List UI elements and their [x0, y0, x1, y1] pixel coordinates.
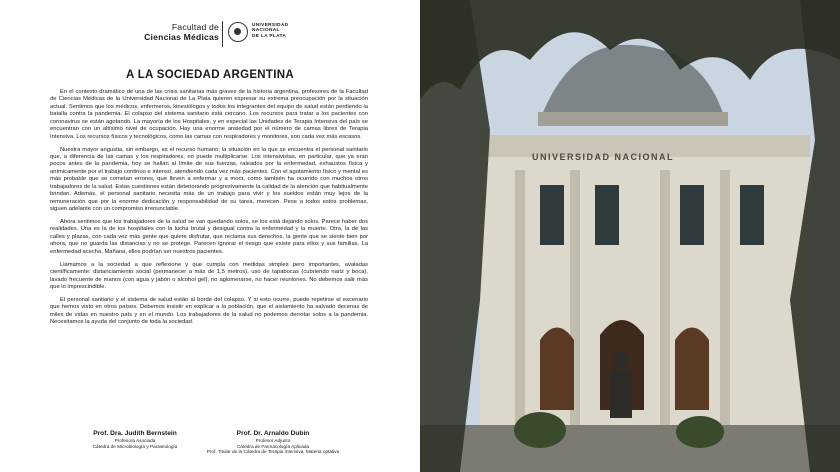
letterhead	[135, 22, 305, 46]
dome-base	[538, 112, 728, 126]
university-name	[252, 23, 288, 39]
signature-dept: Cátedra de Farmacología Aplicada	[236, 443, 310, 449]
letter-title: A LA SOCIEDAD ARGENTINA	[126, 69, 294, 81]
window	[540, 185, 564, 245]
letterhead-divider	[222, 21, 223, 47]
signature-dubin	[203, 430, 343, 455]
university-building-photo	[420, 0, 840, 472]
statue	[610, 370, 632, 418]
window	[740, 185, 764, 245]
building-illustration	[420, 0, 840, 472]
university-line2: NACIONAL	[252, 28, 280, 34]
facade-inscription: UNIVERSIDAD NACIONAL	[532, 152, 675, 162]
door	[675, 328, 709, 411]
statue-head	[613, 352, 629, 368]
signature-role: Profesor Adjunto	[255, 438, 291, 443]
paragraph: Llamamos a la sociedad a que reflexione y que cumpla con medidas simples pero importantes, avaladas científicamente: distanciamiento social (permanecer a más de 1,5 metros), uso de tapabocas (cubriendo nariz y boca), lavado frecuente de manos (con agua y jabón o alcohol gel), no aglomerarse, no hacer reuniones. No debemos salir más que lo imprescindible.	[50, 261, 368, 291]
university-line3: DE LA PLATA	[252, 33, 287, 39]
university-line1: UNIVERSIDAD	[252, 23, 289, 28]
signature-name: Prof. Dra. Judith Bernstein	[93, 430, 177, 437]
window	[595, 185, 619, 245]
signature-bernstein	[70, 430, 200, 449]
faculty-line2: Ciencias Médicas	[144, 32, 219, 42]
column	[720, 170, 730, 430]
door	[540, 328, 574, 411]
paragraph: Ahora sentimos que los trabajadores de la salud se van quedando solos, se los está dejando solos. Parece haber dos realidades. Una es la de los hospitales con la lucha brutal y desigual contra la enfermedad y la muerte. Otra, la de las calles y plazas, con cada vez más gente que quiere disfrutar, que reclama sus derechos, la gente que se siente bien por ahora, que no guarda las distancias y no se protege. Parecen ignorar el riesgo que existe para ellos y sus familias. La enfermedad acecha. Mañana, ellos podrían ser nuestros pacientes.	[50, 219, 368, 255]
faculty-line1: Facultad de	[171, 22, 219, 32]
paragraph: El personal sanitario y el sistema de salud están al borde del colapso. Y si esto ocurre, puede repetirse el escenario que hemos visto en otros países. Debemos insistir en explicar a la población, que el aislamiento ha salvado decenas de miles de vidas en nuestro país y en el mundo. Los trabajadores de la salud no podemos derrotar solos a la pandemia. Necesitamos la ayuda del conjunto de toda la sociedad.	[50, 296, 368, 326]
paragraph: En el contexto dramático de una de las crisis sanitarias más graves de la historia argentina, profesores de la Facultad de Ciencias Médicas de la Universidad Nacional de La Plata quieren expresar su extrema preocupación por la situación actual. Sentimos que los médicos, enfermeros, kinesiólogos y todos los integrantes del equipo de salud están perdiendo la batalla contra la pandemia. El colapso del sistema sanitario está cercano. Los recursos para tratar a los pacientes con coronavirus se están agotando. La mayoría de los Hospitales, y en especial las Unidades de Terapia Intensiva del país se encuentran con un altísimo nivel de ocupación. Hay una enorme ansiedad por el número de camas libres de Terapia Intensiva. Los recursos físicos y tecnológicos, como las camas con respiradores y monitores, son cada vez más escasos.	[50, 89, 368, 140]
signature-dept: Cátedra de Microbiología y Parasitología	[92, 443, 178, 449]
signature-name: Prof. Dr. Arnaldo Dubin	[236, 430, 310, 437]
signature-role: Profesora Asociada	[114, 438, 156, 443]
unlp-seal-icon	[228, 22, 248, 42]
shrub	[676, 416, 724, 448]
ground	[420, 425, 840, 472]
letter-body	[50, 89, 368, 332]
paragraph: Nuestra mayor angustia, sin embargo, es el recurso humano; la situación en la que se encuentra el personal sanitario que, a diferencia de las camas y los respiradores, no puede multiplicarse. Los intensivistas, en particular, que ya eran pocos antes de la pandemia, hoy se hallan al límite de sus fuerzas, raleados por la enfermedad, exhaustos física y anímicamente por el trabajo continuo e intenso, atendiendo cada vez más pacientes. Con el agotamiento físico y mental es más probable que se cometan errores, que lleven a enfermar y a morir, como también ha ocurrido con muchos otros trabajadores de la salud. Estas cuestiones están deteriorando progresivamente la calidad de la atención que habitualmente brindan. Además, el personal sanitario necesita más de un trabajo para vivir y los sueldos están muy lejos de la remuneración que por la enorme dedicación y responsabilidad de su tarea, merecen. Pese a todos estos problemas, siguen adelante con un compromiso irrenunciable.	[50, 146, 368, 213]
shrub	[514, 412, 566, 448]
signature-extra: Prof. Titular de la Cátedra de Terapia Intensiva, Materia optativa	[206, 449, 340, 455]
window	[680, 185, 704, 245]
column	[515, 170, 525, 430]
faculty-name	[144, 22, 219, 42]
facade	[480, 135, 810, 435]
column	[660, 170, 670, 430]
